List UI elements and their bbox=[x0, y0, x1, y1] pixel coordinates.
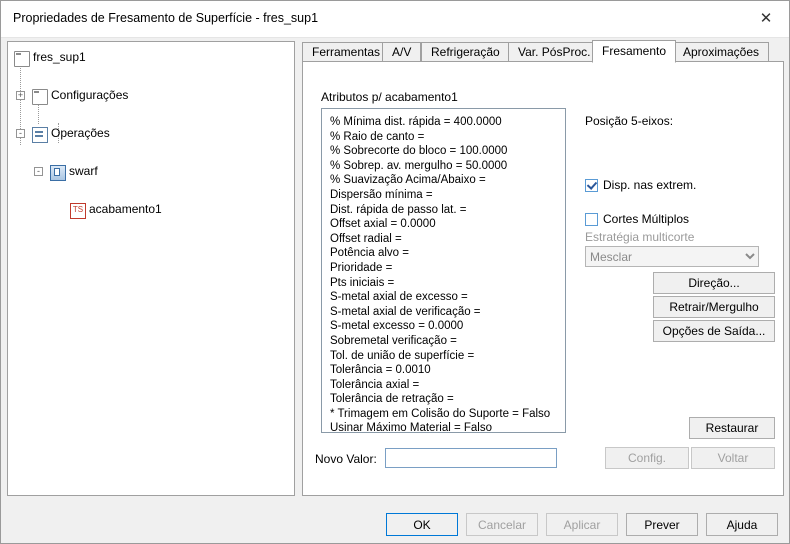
retrair-mergulho-button[interactable]: Retrair/Mergulho bbox=[653, 296, 775, 318]
list-item[interactable]: Offset axial = 0.0000 bbox=[330, 218, 436, 231]
list-item[interactable]: Sobremetal verificação = bbox=[330, 334, 457, 347]
tree-item-label: fres_sup1 bbox=[33, 50, 86, 64]
opcoes-saida-button[interactable]: Opções de Saída... bbox=[653, 320, 775, 342]
tree-item-configuracoes[interactable] bbox=[8, 86, 294, 105]
list-item[interactable]: Tolerância = 0.0010 bbox=[330, 364, 431, 377]
novo-valor-input[interactable] bbox=[385, 448, 557, 468]
checkbox-label: Disp. nas extrem. bbox=[603, 178, 697, 192]
tab-strip[interactable] bbox=[302, 40, 784, 62]
list-item[interactable]: Dist. rápida de passo lat. = bbox=[330, 203, 467, 216]
tree-item-acabamento1[interactable] bbox=[8, 200, 294, 219]
tree-item-swarf[interactable] bbox=[8, 162, 294, 181]
list-item[interactable]: % Suavização Acima/Abaixo = bbox=[330, 174, 486, 187]
close-icon[interactable]: ✕ bbox=[759, 10, 773, 27]
list-item[interactable]: Pts iniciais = bbox=[330, 276, 395, 289]
list-item[interactable]: S-metal axial de verificação = bbox=[330, 305, 481, 318]
operations-icon bbox=[32, 127, 48, 143]
list-item[interactable]: % Mínima dist. rápida = 400.0000 bbox=[330, 116, 502, 128]
operation-icon: TS bbox=[70, 203, 86, 219]
list-item[interactable]: Potência alvo = bbox=[330, 247, 409, 260]
tab-refrigeracao[interactable]: Refrigeração bbox=[421, 42, 510, 62]
checkbox-label: Cortes Múltiplos bbox=[603, 212, 690, 226]
direcao-button[interactable]: Direção... bbox=[653, 272, 775, 294]
ajuda-button[interactable]: Ajuda bbox=[706, 513, 778, 536]
tab-ferramentas[interactable]: Ferramentas bbox=[302, 42, 390, 62]
list-item[interactable]: S-metal axial de excesso = bbox=[330, 291, 468, 304]
operations-tree[interactable] bbox=[7, 41, 295, 496]
list-item[interactable]: % Sobrep. av. mergulho = 50.0000 bbox=[330, 159, 508, 172]
list-item[interactable]: Tolerância de retração = bbox=[330, 393, 454, 406]
window-title: Propriedades de Fresamento de Superfície - fres_sup1 bbox=[13, 11, 319, 25]
estrategia-multicorte-select[interactable] bbox=[585, 246, 759, 267]
cancelar-button[interactable]: Cancelar bbox=[466, 513, 538, 536]
posicao-5-eixos-label: Posição 5-eixos: bbox=[585, 114, 674, 128]
list-item[interactable]: Usinar Máximo Material = Falso bbox=[330, 422, 493, 433]
attributes-label: Atributos p/ acabamento1 bbox=[321, 90, 458, 104]
checkbox-icon[interactable] bbox=[585, 213, 598, 226]
restaurar-button[interactable]: Restaurar bbox=[689, 417, 775, 439]
tree-item-root[interactable] bbox=[8, 48, 294, 67]
novo-valor-label: Novo Valor: bbox=[315, 452, 377, 466]
tree-item-label: swarf bbox=[69, 164, 98, 178]
list-item[interactable]: % Sobrecorte do bloco = 100.0000 bbox=[330, 145, 508, 158]
aplicar-button[interactable]: Aplicar bbox=[546, 513, 618, 536]
title-bar bbox=[1, 1, 789, 38]
tab-var-posproc[interactable]: Var. PósProc. bbox=[508, 42, 600, 62]
ok-button[interactable]: OK bbox=[386, 513, 458, 536]
list-item[interactable]: Tolerância axial = bbox=[330, 378, 420, 391]
tree-item-label: Operações bbox=[51, 126, 110, 140]
collapse-toggle-icon[interactable]: - bbox=[16, 129, 25, 138]
collapse-toggle-icon[interactable]: - bbox=[34, 167, 43, 176]
folder-icon bbox=[32, 89, 48, 105]
list-item[interactable]: Offset radial = bbox=[330, 232, 402, 245]
tree-item-label: acabamento1 bbox=[89, 202, 162, 216]
estrategia-multicorte-label: Estratégia multicorte bbox=[585, 230, 695, 244]
config-button[interactable]: Config. bbox=[605, 447, 689, 469]
tab-aproximacoes[interactable]: Aproximações bbox=[673, 42, 769, 62]
list-item[interactable]: Tol. de união de superfície = bbox=[330, 349, 475, 362]
voltar-button[interactable]: Voltar bbox=[691, 447, 775, 469]
list-item[interactable]: % Raio de canto = bbox=[330, 130, 425, 143]
checkbox-icon[interactable] bbox=[585, 179, 598, 192]
list-item[interactable]: Dispersão mínima = bbox=[330, 188, 433, 201]
folder-icon bbox=[14, 51, 30, 67]
list-item[interactable]: * Trimagem em Colisão do Suporte = Falso bbox=[330, 407, 551, 420]
expand-toggle-icon[interactable]: + bbox=[17, 90, 24, 100]
tab-av[interactable]: A/V bbox=[382, 42, 421, 62]
tab-fresamento[interactable]: Fresamento bbox=[592, 40, 676, 63]
prever-button[interactable]: Prever bbox=[626, 513, 698, 536]
swarf-icon bbox=[50, 165, 66, 181]
list-item[interactable]: S-metal excesso = 0.0000 bbox=[330, 320, 464, 333]
tree-item-label: Configurações bbox=[51, 88, 129, 102]
list-item[interactable]: Prioridade = bbox=[330, 261, 393, 274]
tree-connector bbox=[38, 104, 39, 124]
fresamento-panel bbox=[302, 61, 784, 496]
tree-item-operacoes[interactable] bbox=[8, 124, 294, 143]
attributes-list[interactable] bbox=[321, 108, 566, 433]
